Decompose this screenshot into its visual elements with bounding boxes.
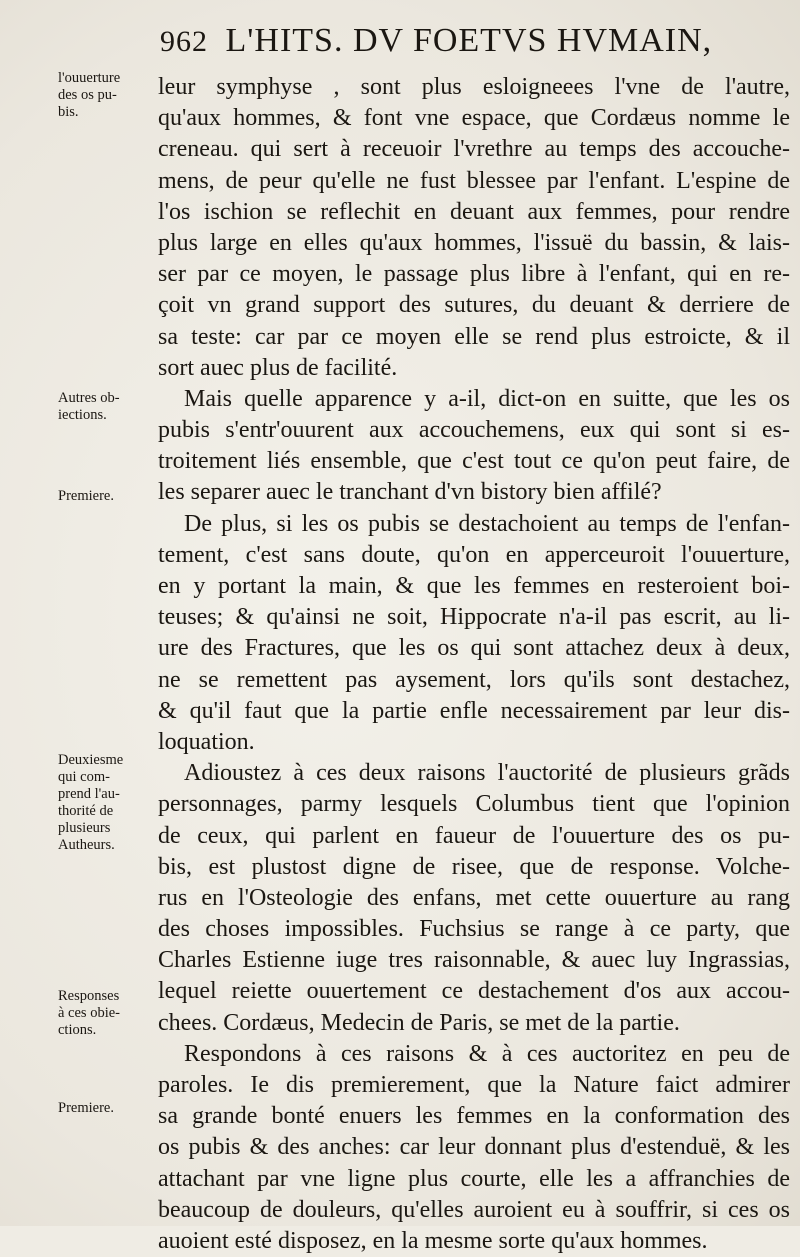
margin-note-line: prend l'au-: [58, 786, 120, 802]
text-line: plus large en elles qu'aux hommes, l'issuë du bassin, & lais-: [158, 229, 790, 256]
margin-note-line: thorité de: [58, 803, 114, 819]
text-line: De plus, si les os pubis se destachoient au temps de l'enfan-: [184, 510, 790, 537]
text-line: l'os ischion se reflechit en deuant aux femmes, pour rendre: [158, 198, 790, 225]
margin-note-line: bis.: [58, 104, 79, 120]
text-line: tement, c'est sans doute, qu'on en apperceuroit l'ouuerture,: [158, 541, 790, 568]
text-line: Respondons à ces raisons & à ces auctoritez en peu de: [184, 1040, 790, 1067]
margin-note: [58, 988, 158, 1039]
text-line: paroles. Ie dis premierement, que la Nature faict admirer: [158, 1072, 790, 1098]
text-line: Adioustez à ces deux raisons l'auctorité de plusieurs grãds: [184, 760, 790, 787]
margin-note-line: Responses: [58, 988, 120, 1004]
margin-note: [58, 1100, 158, 1117]
margin-note-line: plusieurs: [58, 820, 111, 836]
text-line: beaucoup de douleurs, qu'elles auroient eu à souffrir, si ces os: [158, 1196, 790, 1223]
text-line: loquation.: [158, 728, 255, 755]
text-line: pubis s'entr'ouurent aux accouchemens, eux qui sont si es-: [158, 417, 790, 444]
text-line: leur symphyse , sont plus esloigneees l'vne de l'autre,: [158, 74, 790, 100]
text-line: sort auec plus de facilité.: [158, 354, 398, 381]
margin-note-line: à ces obie-: [58, 1005, 120, 1021]
margin-note-line: ctions.: [58, 1022, 97, 1038]
margin-note-line: Premiere.: [58, 488, 114, 504]
text-line: qu'aux hommes, & font vne espace, que Cordæus nomme le: [158, 105, 790, 132]
text-line: os pubis & des anches: car leur donnant plus d'estenduë, & les: [158, 1134, 790, 1161]
text-line: rus en l'Osteologie des enfans, met cette ouuerture au rang: [158, 884, 790, 911]
page-number: 962: [160, 25, 208, 58]
text-line: teuses; & qu'ainsi ne soit, Hippocrate n'a-il pas escrit, au li-: [158, 604, 790, 631]
text-line: auoient esté disposez, en la mesme sorte qu'aux hommes.: [158, 1227, 708, 1254]
text-line: bis, est plustost digne de risee, que de response. Volche-: [158, 853, 790, 880]
body-text: [158, 72, 790, 1257]
text-line: çoit vn grand support des sutures, du deuant & derriere de: [158, 292, 790, 319]
margin-note: [58, 752, 158, 854]
text-line: les separer auec le tranchant d'vn bistory bien affilé?: [158, 479, 662, 506]
text-line: mens, de peur qu'elle ne fust blessee par l'enfant. L'espine de: [158, 167, 790, 194]
text-line: & qu'il faut que la partie enfle necessairement par leur dis-: [158, 697, 790, 724]
text-line: creneau. qui sert à receuoir l'vrethre au temps des accouche-: [158, 136, 790, 163]
text-line: sa grande bonté enuers les femmes en la conformation des: [158, 1103, 790, 1130]
margin-note: [58, 70, 158, 121]
text-line: lequel reiette ouuertement ce destachement d'os aux accou-: [158, 978, 790, 1005]
running-title: L'HITS. DV FOETVS HVMAIN,: [225, 22, 713, 59]
text-line: ser par ce moyen, le passage plus libre à l'enfant, qui en re-: [158, 261, 790, 288]
text-line: ure des Fractures, que les os qui sont attachez deux à deux,: [158, 635, 790, 662]
margin-note-line: Premiere.: [58, 1100, 114, 1116]
margin-note-line: Autres ob-: [58, 390, 120, 406]
margin-note-line: Autheurs.: [58, 837, 115, 853]
text-line: troitement liés ensemble, que c'est tout ce qu'on peut faire, de: [158, 448, 790, 475]
margin-note: [58, 390, 158, 424]
text-line: chees. Cordæus, Medecin de Paris, se met de la partie.: [158, 1009, 680, 1036]
text-line: attachant par vne ligne plus courte, elle les a affranchies de: [158, 1165, 790, 1192]
margin-note: [58, 488, 158, 505]
margin-note-line: iections.: [58, 407, 107, 423]
text-line: ne se remettent pas aysement, lors qu'ils sont destachez,: [158, 666, 790, 693]
margin-note-line: l'ouuerture: [58, 70, 121, 86]
text-line: Charles Estienne iuge tres raisonnable, & auec luy Ingrassias,: [158, 947, 790, 974]
text-line: des choses impossibles. Fuchsius se range à ce party, que: [158, 916, 790, 943]
text-line: en y portant la main, & que les femmes en resteroient boi-: [158, 573, 790, 599]
text-line: personnages, parmy lesquels Columbus tient que l'opinion: [158, 791, 790, 818]
text-line: de ceux, qui parlent en faueur de l'ouuerture des os pu-: [158, 822, 790, 849]
margin-note-line: des os pu-: [58, 87, 117, 103]
text-line: sa teste: car par ce moyen elle se rend plus estroicte, & il: [158, 323, 790, 350]
margin-note-line: qui com-: [58, 769, 110, 785]
text-line: Mais quelle apparence y a-il, dict-on en suitte, que les os: [184, 385, 790, 412]
running-header: [160, 22, 790, 60]
margin-note-line: Deuxiesme: [58, 752, 124, 768]
